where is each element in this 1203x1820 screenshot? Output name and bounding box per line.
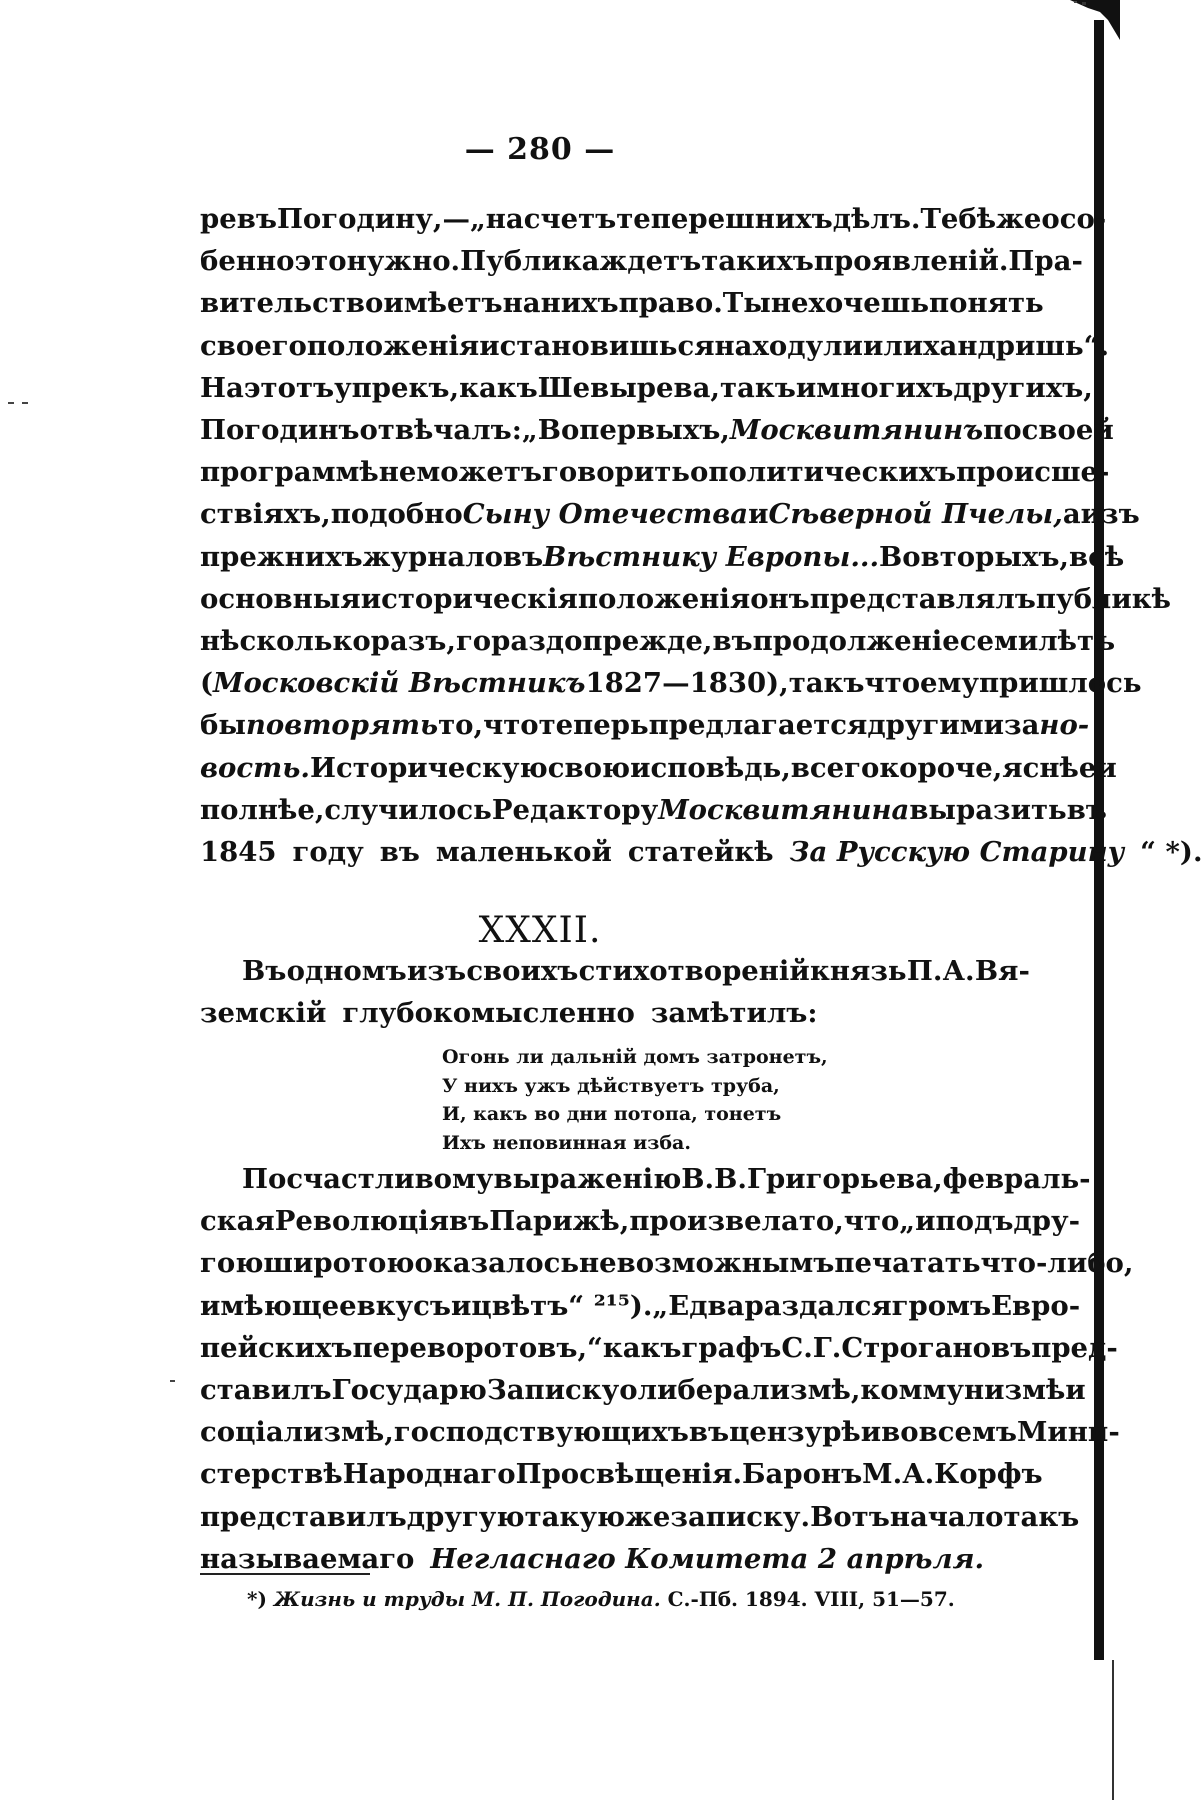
word: право. xyxy=(618,287,723,320)
text-line xyxy=(200,1327,1118,1369)
word: Московскій Вѣстникъ xyxy=(213,667,586,700)
word: другими xyxy=(867,709,1005,742)
text-line xyxy=(200,1453,1043,1495)
word: ская xyxy=(200,1205,275,1238)
word: глубокомысленно xyxy=(342,997,635,1030)
word: не xyxy=(378,456,417,489)
word: замѣтилъ: xyxy=(650,997,818,1030)
section-heading-text: XXXII. xyxy=(478,910,602,951)
word: коммунизмѣ xyxy=(860,1374,1066,1407)
word: гою xyxy=(200,1247,264,1280)
margin-speck xyxy=(22,402,28,404)
word: называемаго xyxy=(200,1542,415,1575)
word: о xyxy=(689,456,709,489)
word: своихъ xyxy=(466,955,579,987)
word: широтою xyxy=(263,1247,415,1280)
word: такъ xyxy=(788,667,865,700)
word: вость. xyxy=(200,751,310,784)
text-line xyxy=(200,493,1140,535)
word: ему xyxy=(920,667,980,700)
text-line xyxy=(200,704,1090,746)
word: то, xyxy=(438,709,484,742)
word: Баронъ xyxy=(742,1458,863,1491)
word: А. xyxy=(902,1458,935,1491)
word: князь xyxy=(810,955,907,987)
word: Въ xyxy=(242,955,287,987)
word: Народнаго xyxy=(342,1458,516,1491)
word: П. xyxy=(906,955,943,987)
text-line xyxy=(200,620,1116,662)
word: въ xyxy=(688,1416,730,1449)
word: Пра- xyxy=(1008,245,1083,278)
text-line xyxy=(200,325,1110,367)
word: другихъ, xyxy=(953,371,1093,404)
word: записку. xyxy=(670,1500,811,1533)
word: дру- xyxy=(1013,1205,1080,1238)
word: лѣтъ xyxy=(1038,625,1116,658)
word: и xyxy=(795,371,817,404)
word: такихъ xyxy=(701,245,814,278)
word: о xyxy=(619,1374,638,1407)
word: году xyxy=(292,836,364,869)
word: За Русскую Старину xyxy=(789,836,1125,869)
margin-speck xyxy=(170,1380,175,1382)
word: Парижѣ, xyxy=(489,1205,630,1238)
section-heading xyxy=(0,910,1080,951)
word: нѣсколько xyxy=(200,625,371,658)
word: „на xyxy=(469,203,524,235)
word: программѣ xyxy=(200,456,379,489)
word: Вовторыхъ, xyxy=(879,540,1069,573)
word: за xyxy=(1004,709,1040,742)
word: графъ xyxy=(681,1331,782,1364)
word: имѣющее xyxy=(200,1289,357,1322)
word: нихъ xyxy=(540,287,619,320)
word: многихъ xyxy=(816,371,954,404)
word: счастливому xyxy=(286,1163,494,1195)
word: и xyxy=(1065,1374,1086,1407)
word: статейкѣ xyxy=(627,836,774,869)
word: ствіяхъ, xyxy=(200,498,331,531)
poem-line: И, какъ во дни потопа, тонетъ xyxy=(442,1103,782,1125)
word: всемъ xyxy=(918,1416,1017,1449)
word: такую xyxy=(524,1500,626,1533)
word: и xyxy=(748,498,769,531)
word: Шевырева, xyxy=(537,371,720,404)
word: дѣлъ. xyxy=(832,203,921,235)
word: ( xyxy=(200,667,214,700)
word: такъ xyxy=(720,371,796,404)
word: же xyxy=(625,1500,671,1533)
word: короче, xyxy=(879,751,1003,784)
word: пришлось xyxy=(979,667,1142,700)
word: всего xyxy=(790,751,880,784)
word: Негласнаго Комитета 2 апрѣля. xyxy=(430,1542,985,1575)
word: происше- xyxy=(956,456,1110,489)
word: 1845 xyxy=(200,836,277,869)
margin-speck xyxy=(8,402,14,404)
word: Погодину,— xyxy=(276,203,470,235)
word: соціализмѣ, xyxy=(200,1416,394,1449)
word: въ xyxy=(449,1205,490,1238)
word: основныя xyxy=(200,582,361,615)
word: представлялъ xyxy=(809,582,1036,615)
word: въ xyxy=(712,625,753,658)
word: на xyxy=(714,329,753,362)
word: выразить xyxy=(909,793,1067,826)
word: господствующихъ xyxy=(393,1416,689,1449)
text-line xyxy=(200,789,1107,831)
word: какъ xyxy=(459,371,538,404)
word: ходули xyxy=(752,329,863,362)
word: раздался xyxy=(744,1289,892,1322)
word: М. xyxy=(862,1458,903,1491)
footnote-rule xyxy=(200,1573,370,1575)
word: печатать xyxy=(834,1247,981,1280)
word: отвѣчалъ: xyxy=(359,414,522,447)
word: Корфъ xyxy=(934,1458,1043,1491)
word: всѣ xyxy=(1068,540,1125,573)
word: въ xyxy=(379,836,420,869)
word: одномъ xyxy=(286,955,407,987)
word: Просвѣщенія. xyxy=(515,1458,743,1491)
text-line xyxy=(200,1369,1086,1411)
word: „Вопервыхъ, xyxy=(521,414,730,447)
word: проявленій. xyxy=(813,245,1009,278)
word: упрекъ, xyxy=(334,371,460,404)
word: Тебѣ xyxy=(920,203,997,235)
word: журналовъ xyxy=(362,540,544,573)
word: теперешнихъ xyxy=(616,203,833,235)
word: а xyxy=(1062,498,1081,531)
word: бы xyxy=(200,709,246,742)
footnote-marker: *) xyxy=(247,1587,267,1611)
text-line xyxy=(200,578,1171,620)
word: по xyxy=(983,414,1022,447)
word: предлагается xyxy=(648,709,868,742)
word: Сѣверной Пчелы, xyxy=(768,498,1063,531)
word: стерствѣ xyxy=(200,1458,343,1491)
word: „и xyxy=(899,1205,936,1238)
word: представилъ xyxy=(200,1500,407,1533)
word: повторять xyxy=(245,709,439,742)
word: „Едва xyxy=(652,1289,745,1322)
text-line xyxy=(200,950,1030,992)
word: Москвитянина xyxy=(658,793,910,826)
word: изъ xyxy=(1080,498,1140,531)
word: Григорьева, xyxy=(746,1163,943,1195)
word: другую xyxy=(406,1500,525,1533)
word: Редактору xyxy=(491,793,659,826)
word: В. xyxy=(714,1163,747,1195)
word: что xyxy=(483,709,539,742)
word: и xyxy=(1096,751,1117,784)
word: Сыну Отечества xyxy=(462,498,749,531)
word: земскій xyxy=(200,997,327,1030)
text-line xyxy=(200,1242,1134,1284)
word: Вотъ xyxy=(810,1500,890,1533)
word: вкусъ xyxy=(356,1289,451,1322)
paragraph-3 xyxy=(200,1158,1134,1580)
paragraph-2 xyxy=(200,950,1030,1034)
text-line xyxy=(200,992,1030,1034)
word: подъ xyxy=(935,1205,1014,1238)
word: что-либо, xyxy=(980,1247,1134,1280)
word: начало xyxy=(889,1500,1004,1533)
word: и xyxy=(860,1416,882,1449)
word: онъ xyxy=(750,582,810,615)
word: на xyxy=(502,287,541,320)
word: ждетъ xyxy=(599,245,702,278)
word: продолженіе xyxy=(752,625,960,658)
text-line xyxy=(200,747,1117,789)
text-line xyxy=(200,1158,1091,1200)
word: положенія xyxy=(577,582,751,615)
word: понять xyxy=(929,287,1044,320)
word: А. xyxy=(942,955,975,987)
word: своего xyxy=(200,329,307,362)
word: Строгановъ xyxy=(841,1331,1032,1364)
footnote-source-details: С.-Пб. 1894. VIII, 51—57. xyxy=(667,1587,955,1611)
text-line xyxy=(200,662,1142,704)
word: маленькой xyxy=(435,836,612,869)
text-line xyxy=(200,1411,1120,1453)
word: семи xyxy=(959,625,1039,658)
word: но- xyxy=(1039,709,1090,742)
word: осо- xyxy=(1041,203,1107,235)
word: Государю xyxy=(331,1374,487,1407)
word: историческія xyxy=(360,582,578,615)
word: В. xyxy=(681,1163,715,1195)
word: полнѣе, xyxy=(200,793,325,826)
word: публикѣ xyxy=(1035,582,1171,615)
word: февраль- xyxy=(942,1163,1091,1195)
word: своей xyxy=(1021,414,1114,447)
word: С. xyxy=(781,1331,813,1364)
poem-line: Ихъ неповинная изба. xyxy=(442,1131,691,1154)
text-line xyxy=(200,367,1093,409)
word: не xyxy=(770,287,809,320)
word: Вѣстнику Европы... xyxy=(543,540,880,573)
poem-quote xyxy=(442,1043,828,1157)
word: положенія xyxy=(306,329,480,362)
word: политическихъ xyxy=(708,456,957,489)
word: цензурѣ xyxy=(729,1416,861,1449)
word: то, xyxy=(798,1205,844,1238)
word: это xyxy=(294,245,347,278)
word: громъ xyxy=(891,1289,992,1322)
word: пейскихъ xyxy=(200,1331,353,1364)
page-number: — 280 — xyxy=(464,132,616,167)
word: счетъ xyxy=(523,203,617,235)
word: хочешь xyxy=(808,287,930,320)
word: Евро- xyxy=(991,1289,1081,1322)
word: “ *). xyxy=(1140,836,1203,869)
text-line xyxy=(200,831,1203,873)
word: Москвитянинъ xyxy=(729,414,984,447)
word: По xyxy=(242,1163,287,1195)
word: прежнихъ xyxy=(200,540,363,573)
word: можетъ xyxy=(416,456,542,489)
scan-corner-artifact xyxy=(1060,0,1120,60)
word: и xyxy=(451,1289,472,1322)
word: или xyxy=(862,329,924,362)
word: случилось xyxy=(324,793,492,826)
word: гораздо xyxy=(455,625,583,658)
word: ревъ xyxy=(200,203,277,235)
footnote xyxy=(247,1587,955,1611)
word: Мини- xyxy=(1016,1416,1120,1449)
poem-line: Огонь ли дальній домъ затронетъ, xyxy=(442,1046,828,1068)
word: становишься xyxy=(499,329,715,362)
paragraph-1 xyxy=(200,198,1203,873)
word: какъ xyxy=(602,1331,682,1364)
text-line xyxy=(200,409,1114,451)
word: Г. xyxy=(812,1331,842,1364)
word: стихотвореній xyxy=(578,955,810,987)
footnote-source-title: Жизнь и труды М. П. Погодина. xyxy=(273,1587,661,1611)
word: либерализмѣ, xyxy=(637,1374,861,1407)
word: вительство xyxy=(200,287,384,320)
word: разъ, xyxy=(370,625,456,658)
text-line xyxy=(200,282,1044,324)
word: этотъ xyxy=(243,371,335,404)
text-line xyxy=(200,1200,1080,1242)
word: что xyxy=(843,1205,900,1238)
word: Записку xyxy=(486,1374,620,1407)
word: говорить xyxy=(541,456,690,489)
word: Ты xyxy=(722,287,771,320)
word: что xyxy=(864,667,921,700)
word: переворотовъ,“ xyxy=(352,1331,603,1364)
word: невозможнымъ xyxy=(579,1247,835,1280)
poem-line: У нихъ ужъ дѣйствуетъ труба, xyxy=(442,1074,780,1097)
word: такъ xyxy=(1003,1500,1080,1533)
word: хандришь“. xyxy=(923,329,1110,362)
word: прежде, xyxy=(582,625,713,658)
word: Погодинъ xyxy=(200,414,360,447)
text-line xyxy=(200,1285,1081,1327)
word: оказалось xyxy=(414,1247,580,1280)
word: цвѣтъ“ ²¹⁵). xyxy=(471,1289,653,1322)
word: Публика xyxy=(460,245,600,278)
word: 1827—1830), xyxy=(585,667,789,700)
word: Вя- xyxy=(974,955,1030,987)
scan-edge-line xyxy=(1112,1660,1114,1800)
word: свою xyxy=(547,751,631,784)
text-line xyxy=(200,451,1110,493)
word: исповѣдь, xyxy=(630,751,791,784)
word: На xyxy=(200,371,244,404)
word: выраженію xyxy=(493,1163,682,1195)
word: во xyxy=(881,1416,919,1449)
word: и xyxy=(479,329,500,362)
word: теперь xyxy=(538,709,649,742)
word: ставилъ xyxy=(200,1374,332,1407)
word: въ xyxy=(1066,793,1107,826)
word: подобно xyxy=(330,498,463,531)
word: пред- xyxy=(1031,1331,1118,1364)
word: же xyxy=(996,203,1042,235)
text-line xyxy=(200,198,1107,240)
word: Историческую xyxy=(309,751,548,784)
text-line xyxy=(200,536,1125,578)
word: имѣетъ xyxy=(383,287,503,320)
text-line xyxy=(200,240,1083,282)
word: произвела xyxy=(629,1205,799,1238)
text-line xyxy=(200,1496,1080,1538)
word: бенно xyxy=(200,245,295,278)
word: Революція xyxy=(274,1205,450,1238)
word: яснѣе xyxy=(1002,751,1097,784)
word: изъ xyxy=(407,955,467,987)
word: нужно. xyxy=(346,245,461,278)
